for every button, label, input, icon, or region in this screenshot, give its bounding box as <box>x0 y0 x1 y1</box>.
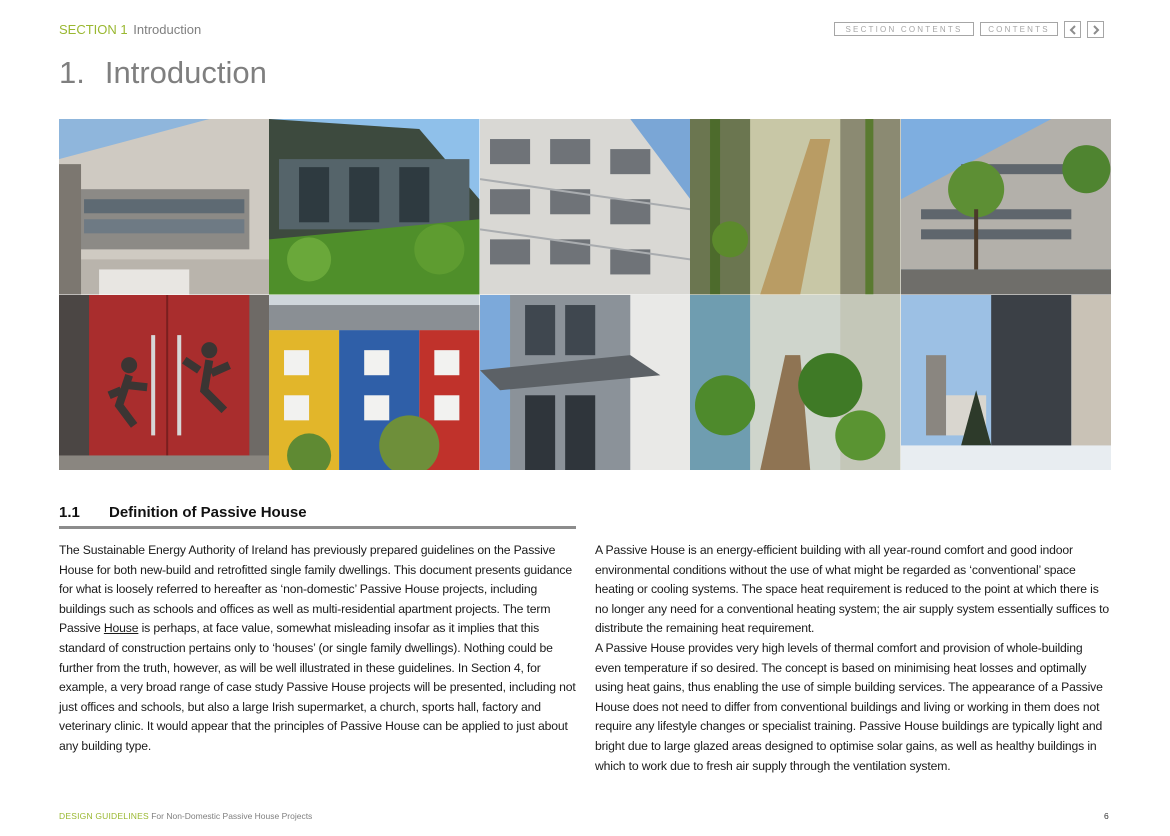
photo-mosaic <box>59 119 1111 470</box>
photo-red-doors <box>59 295 269 471</box>
photo-winter-facade <box>901 295 1111 471</box>
section-breadcrumb <box>59 22 201 37</box>
subsection-heading <box>59 504 307 521</box>
body-right-paragraph-2: A Passive House provides very high levels of thermal comfort and provision of whole-building even temperature if so desired. The concept is based on minimising heat losses and optimally using heat gains, thus enabling the use of simple building services. The appearance of a Passive House does not need to differ from conventional buildings and living or working in them does not require any lifestyle changes or specialist training. Passive House buildings are typically light and bright due to large glazed areas designed to optimise solar gains, as well as healthy buildings in which to work due to fresh air supply through the ventilation system. <box>595 640 1103 773</box>
page-number: 6 <box>1104 811 1109 821</box>
page-title-text: Introduction <box>104 55 267 90</box>
page-title-number: 1. <box>59 55 85 90</box>
page-footer <box>59 811 312 821</box>
chevron-right-icon <box>1092 25 1100 35</box>
photo-office-facade <box>59 119 269 295</box>
photo-office-street <box>901 119 1111 295</box>
section-contents-button[interactable]: SECTION CONTENTS <box>834 22 974 36</box>
house-link[interactable]: House <box>103 621 139 636</box>
body-left-text-1: The Sustainable Energy Authority of Ireland has previously prepared guidelines on the Passive House for both new-build and retrofitted single family dwellings. This document presents guidance for what is loosely referred to hereafter as ‘non-domestic’ Passive House projects, including buildings such as schools and offices as well as multi-residential apartment projects. The term Passive <box>59 543 572 636</box>
chevron-left-icon <box>1069 25 1077 35</box>
photo-green-roof <box>269 119 479 295</box>
footer-brand: DESIGN GUIDELINES <box>59 811 149 821</box>
subsection-title: Definition of Passive House <box>109 504 307 521</box>
photo-planted-corridor <box>690 295 900 471</box>
photo-shaded-facade <box>480 119 690 295</box>
subsection-rule <box>59 526 576 529</box>
page-title <box>59 55 267 91</box>
body-left-column <box>59 541 576 757</box>
photo-glass-entrance <box>480 295 690 471</box>
contents-button[interactable]: CONTENTS <box>980 22 1058 36</box>
photo-atrium-walkway <box>690 119 900 295</box>
next-page-button[interactable] <box>1087 21 1104 38</box>
subsection-number: 1.1 <box>59 504 80 521</box>
body-right-paragraph-1: A Passive House is an energy-efficient building with all year-round comfort and good indoor environmental conditions without the use of what might be regarded as ‘conventional’ space heating or cooling systems. The space heat requirement is reduced to the point at which there is no longer any need for a conventional heating system; the air supply system essentially suffices to distribute the remaining heat requirement. <box>595 543 1110 636</box>
prev-page-button[interactable] <box>1064 21 1081 38</box>
footer-text: For Non-Domestic Passive House Projects <box>151 811 313 821</box>
section-name: Introduction <box>133 22 202 37</box>
photo-colourful-apartments <box>269 295 479 471</box>
page-navigation <box>834 22 1104 38</box>
body-left-text-2: is perhaps, at face value, somewhat misleading insofar as it implies that this standard of construction pertains only to ‘houses’ (or single family dwellings). Nothing could be further from the truth, however, as will be well illustrated in these guidelines. In Section 4, for example, a very broad range of case study Passive House projects will be presented, including not just offices and schools, but also a large Irish supermarket, a church, sports hall, factory and veterinary clinic. It would appear that the principles of Passive House can be applied to just about any building type. <box>59 621 576 753</box>
body-right-column <box>595 541 1111 776</box>
section-number: SECTION 1 <box>59 22 128 37</box>
